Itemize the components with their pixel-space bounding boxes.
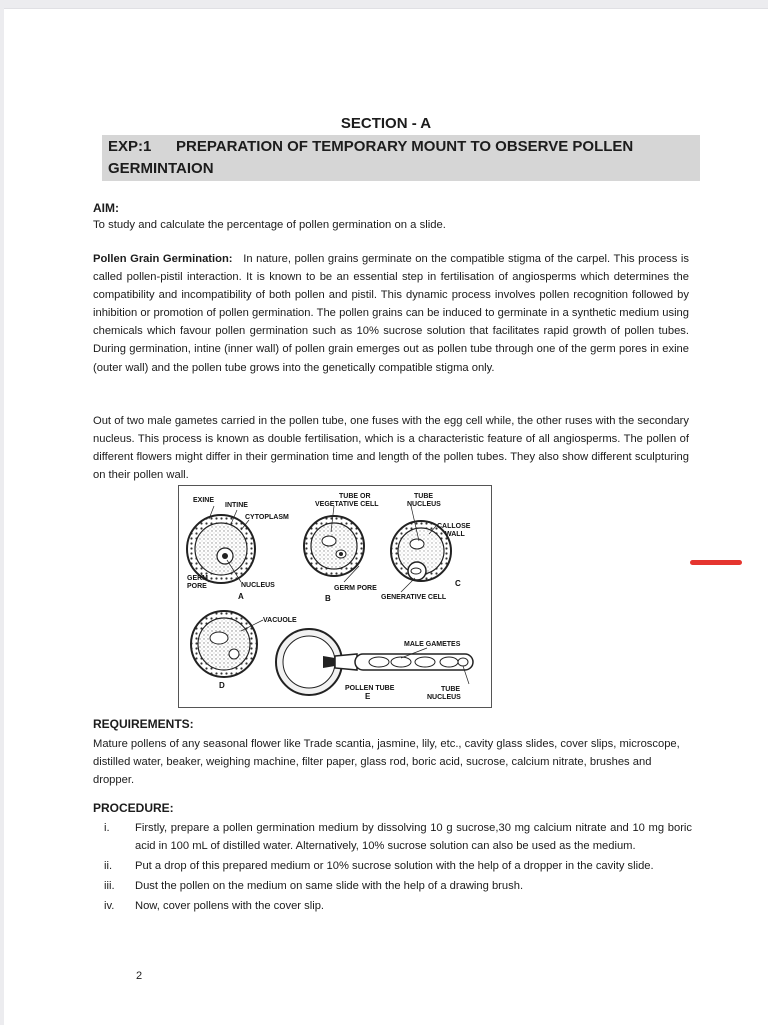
experiment-number: EXP:1 (108, 138, 152, 155)
label-intine: INTINE (225, 502, 248, 509)
step-number: iv. (104, 900, 115, 913)
requirements-heading: REQUIREMENTS: (93, 717, 194, 731)
label-tube-or: TUBE OR (339, 493, 371, 500)
procedure-step (104, 857, 692, 875)
procedure-heading: PROCEDURE: (93, 801, 174, 815)
experiment-title-box (102, 135, 700, 181)
label-germ-pore: GERM PORE (334, 585, 377, 592)
procedure-step (104, 897, 692, 915)
label-callose: CALLOSE (437, 523, 471, 530)
requirements-text: Mature pollens of any seasonal flower like Trade scantia, jasmine, lily, etc., cavity glass slides, cover slips, microscope, distilled water, beaker, weighing machine, filter paper, glass rod, boric acid, sucrose, calcium nitrate, brushes and dropper. (93, 738, 680, 787)
page-number: 2 (136, 970, 143, 982)
pollen-germination-figure (178, 485, 492, 708)
step-number: i. (104, 822, 110, 834)
double-fertilisation-paragraph: Out of two male gametes carried in the pollen tube, one fuses with the egg cell while, the other ruses with the secondary nucleus. This process is known as double fertilisation, which is a characteristic feature of all angiosperms. The pollen of different flowers might differ in their germination time and length of the pollen tubes. They also show different sculpturing on their pollen wall. (93, 415, 689, 482)
label-a: A (238, 592, 244, 601)
experiment-title-line1: PREPARATION OF TEMPORARY MOUNT TO OBSERVE POLLEN (176, 138, 634, 155)
label-pollen-tube: POLLEN TUBE (345, 685, 395, 692)
procedure-steps (104, 819, 692, 917)
pollen-c-drawing (391, 521, 451, 581)
step-text: Now, cover pollens with the cover slip. (135, 900, 325, 913)
label-nucleus-top: NUCLEUS (407, 501, 441, 508)
section-title: SECTION - A (340, 115, 432, 132)
label-exine: EXINE (193, 497, 215, 504)
label-male-gametes: MALE GAMETES (404, 641, 461, 648)
label-nucleus-a: NUCLEUS (241, 582, 275, 589)
label-wall: WALL (445, 531, 465, 538)
red-annotation-mark (690, 560, 742, 565)
experiment-title-line2: GERMINTAION (108, 160, 214, 177)
label-cytoplasm: CYTOPLASM (245, 514, 289, 521)
paragraph1-text: In nature, pollen grains germinate on the compatible stigma of the carpel. This process is called pollen-pistil interaction. It is known to be an essential step in fertilisation of angiosperms which determines the compatibility and incompatibility of both pollen and pistil. This dynamic process involves pollen recognition followed by inhibition or promotion of pollen germination. The pollen grains can be induced to germinate in a synthetic medium using chemicals which favour pollen germination such as 10% sucrose solution that facilitates rapid growth of pollen tubes. During germination, intine (inner wall) of pollen grain emerges out as pollen tube through one of the germ pores in exine (outer wall) and the pollen tube grows into the genetically compatible stigma only. (93, 253, 689, 374)
aim-text: To study and calculate the percentage of pollen germination on a slide. (93, 219, 446, 231)
pollen-diagram (179, 486, 491, 707)
label-vegetative-cell: VEGETATIVE CELL (315, 501, 379, 508)
label-nucleus-2: NUCLEUS (427, 694, 461, 701)
document-page (4, 8, 768, 1025)
procedure-step (104, 877, 692, 895)
label-pore: PORE (187, 583, 207, 590)
label-d: D (219, 681, 225, 690)
label-b: B (325, 594, 331, 603)
label-vacuole: VACUOLE (263, 617, 297, 624)
label-c: C (455, 579, 461, 588)
pollen-b-drawing (304, 516, 364, 576)
pollen-d-drawing (191, 611, 257, 677)
step-text: Dust the pollen on the medium on same slide with the help of a drawing brush. (135, 880, 524, 893)
step-number: ii. (104, 860, 113, 873)
label-tube-2: TUBE (441, 686, 461, 693)
step-text: Firstly, prepare a pollen germination medium by dissolving 10 g sucrose,30 mg calcium nitrate and 10 mg boric acid in 100 mL of distilled water. Alternatively, 10% sucrose solution can also be used as the medium. (135, 822, 692, 853)
aim-heading: AIM: (93, 201, 119, 215)
step-text: Put a drop of this prepared medium or 10% sucrose solution with the help of a dropper in the cavity slide. (135, 860, 654, 873)
paragraph-lead: Pollen Grain Germination: (93, 253, 233, 265)
label-tube: TUBE (414, 493, 434, 500)
step-number: iii. (104, 880, 115, 893)
procedure-step (104, 819, 692, 855)
label-generative-cell: GENERATIVE CELL (381, 594, 447, 601)
label-e: E (365, 692, 371, 701)
label-germ: GERM (187, 575, 208, 582)
pollen-germination-paragraph (93, 250, 689, 377)
